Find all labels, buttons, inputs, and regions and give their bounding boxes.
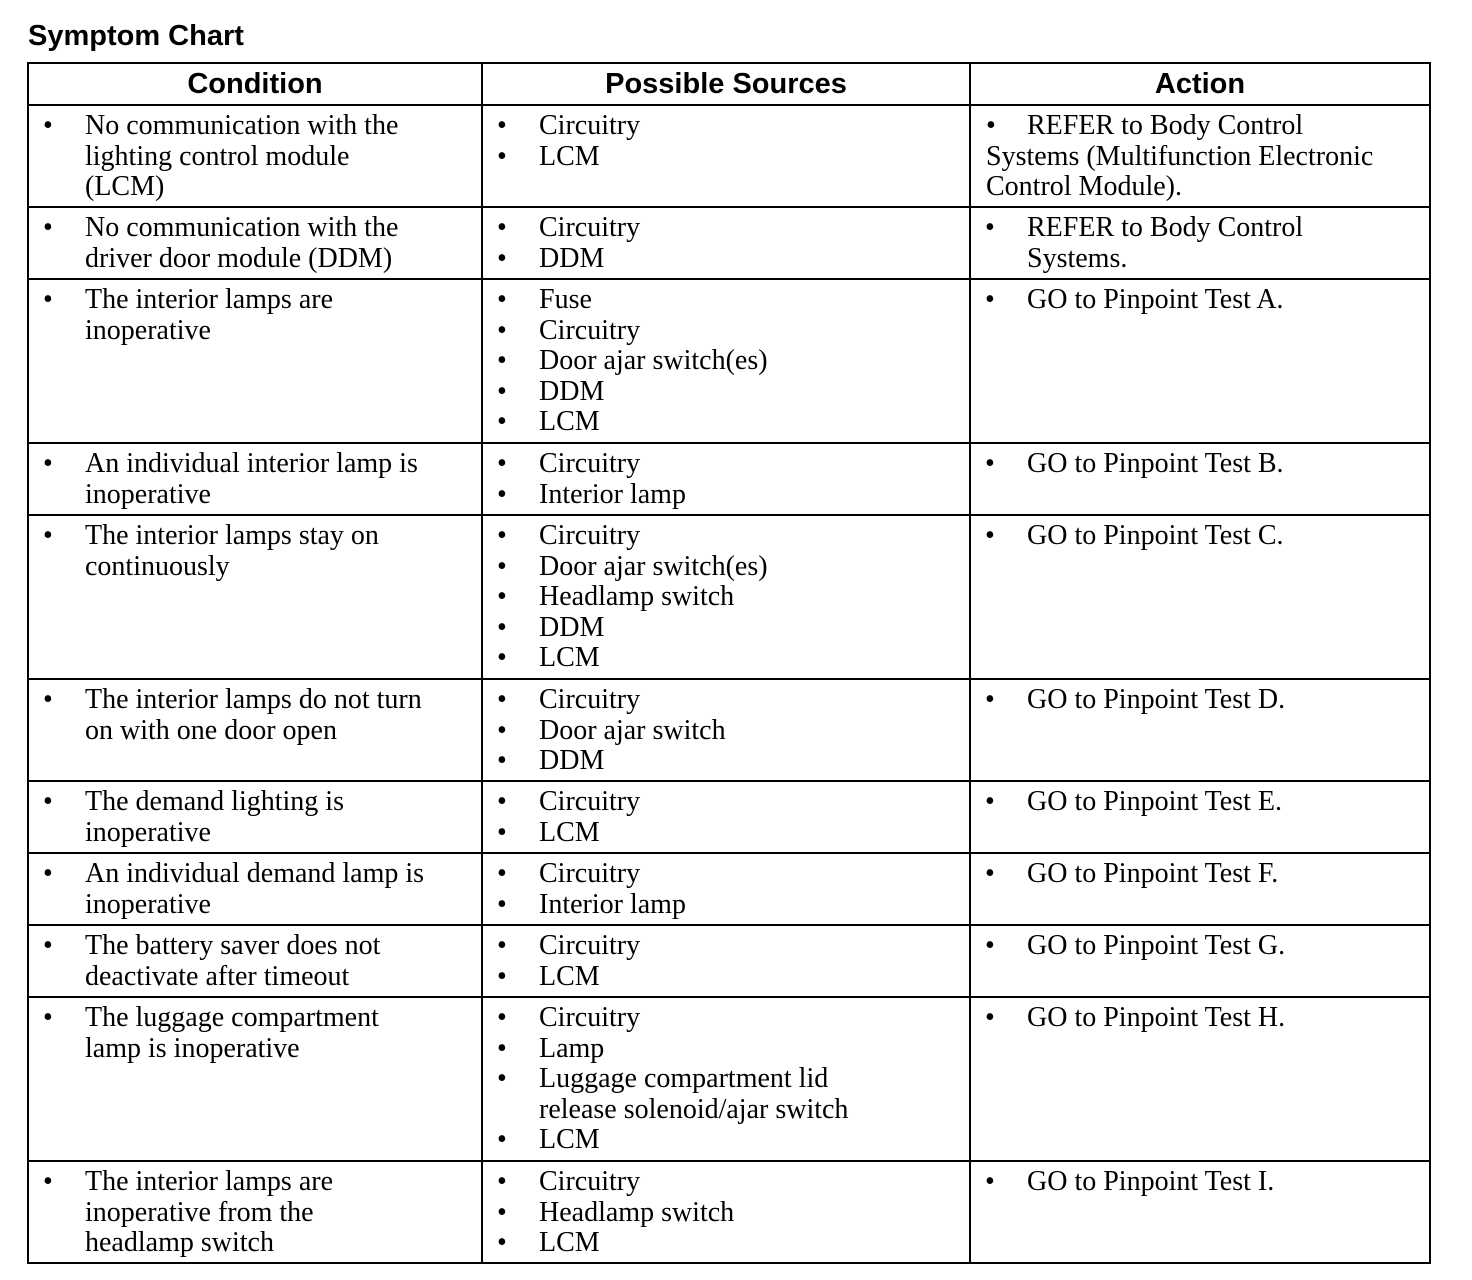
source-text: LCM	[539, 1124, 600, 1155]
action-line: REFER to Body Control	[1027, 110, 1304, 141]
source-item	[483, 142, 969, 173]
condition-text-line: The interior lamps stay on	[85, 520, 379, 551]
condition-text-line: inoperative	[85, 478, 211, 510]
source-item	[483, 890, 969, 921]
source-text: Circuitry	[539, 1166, 641, 1197]
action-text-line: GO to Pinpoint Test C.	[1027, 520, 1284, 551]
condition-text	[29, 449, 481, 510]
source-item	[483, 1064, 969, 1125]
sources-cell	[482, 781, 970, 853]
condition-text-line: An individual interior lamp is	[85, 448, 418, 479]
action-text	[971, 685, 1429, 716]
table-row	[28, 925, 1430, 997]
source-item	[483, 244, 969, 275]
condition-text-line: on with one door open	[85, 714, 337, 746]
action-cell	[970, 679, 1430, 781]
source-item	[483, 111, 969, 142]
source-item	[483, 931, 969, 962]
sources-cell	[482, 515, 970, 679]
source-item	[483, 1034, 969, 1065]
condition-cell	[28, 105, 482, 207]
condition-text	[29, 213, 481, 274]
source-text: Circuitry	[539, 1002, 641, 1033]
source-text: Luggage compartment lid	[539, 1063, 829, 1094]
condition-text-line: lamp is inoperative	[85, 1032, 300, 1064]
condition-cell	[28, 207, 482, 279]
sources-cell	[482, 1161, 970, 1263]
source-text: LCM	[539, 406, 600, 437]
source-text: Circuitry	[539, 212, 641, 243]
table-row	[28, 279, 1430, 443]
source-text: Circuitry	[539, 930, 641, 961]
column-header-action: Action	[970, 63, 1430, 105]
condition-text	[29, 931, 481, 992]
condition-text	[29, 285, 481, 346]
sources-cell	[482, 925, 970, 997]
source-item	[483, 407, 969, 438]
source-text: DDM	[539, 745, 605, 776]
sources-cell	[482, 853, 970, 925]
source-text: Door ajar switch(es)	[539, 345, 768, 376]
action-cell	[970, 105, 1430, 207]
action-cell	[970, 781, 1430, 853]
table-row	[28, 997, 1430, 1161]
table-row	[28, 443, 1430, 515]
condition-text-line: inoperative	[85, 888, 211, 920]
source-item	[483, 1167, 969, 1198]
table-row	[28, 105, 1430, 207]
source-item	[483, 818, 969, 849]
source-text: Interior lamp	[539, 478, 686, 510]
condition-cell	[28, 1161, 482, 1263]
source-item	[483, 1003, 969, 1034]
source-item	[483, 859, 969, 890]
condition-text	[29, 111, 481, 203]
action-text	[971, 449, 1429, 480]
condition-text-line: headlamp switch	[85, 1227, 274, 1258]
action-text	[971, 787, 1429, 818]
action-text	[971, 521, 1429, 552]
source-item	[483, 377, 969, 408]
condition-text-line: continuously	[85, 550, 230, 582]
action-line: Control Module).	[986, 171, 1182, 202]
table-row	[28, 853, 1430, 925]
sources-cell	[482, 679, 970, 781]
action-cell	[970, 207, 1430, 279]
header-row	[28, 63, 1430, 105]
condition-text-line: The battery saver does not	[85, 930, 381, 961]
source-text: Circuitry	[539, 448, 641, 479]
source-item	[483, 521, 969, 552]
table-row	[28, 1161, 1430, 1263]
source-text: Door ajar switch(es)	[539, 550, 768, 582]
action-cell	[970, 1161, 1430, 1263]
condition-text	[29, 787, 481, 848]
action-text	[971, 931, 1429, 962]
table-row	[28, 679, 1430, 781]
condition-text	[29, 1167, 481, 1259]
action-text-line: GO to Pinpoint Test G.	[1027, 930, 1286, 961]
source-text: Circuitry	[539, 684, 641, 715]
source-text: Interior lamp	[539, 888, 686, 920]
sources-cell	[482, 207, 970, 279]
action-text-line: GO to Pinpoint Test B.	[1027, 448, 1284, 479]
condition-text-line: The interior lamps are	[85, 284, 334, 315]
condition-cell	[28, 443, 482, 515]
source-item	[483, 613, 969, 644]
condition-text-line: The interior lamps do not turn	[85, 684, 422, 715]
action-text-line: GO to Pinpoint Test F.	[1027, 858, 1279, 889]
chart-title: Symptom Chart	[28, 20, 244, 52]
condition-text-line: (LCM)	[85, 171, 165, 202]
source-text: Headlamp switch	[539, 1196, 735, 1228]
table-body	[28, 105, 1430, 1263]
action-cell	[970, 515, 1430, 679]
source-item	[483, 480, 969, 511]
condition-text-line: No communication with the	[85, 110, 399, 141]
table-row	[28, 515, 1430, 679]
condition-text	[29, 1003, 481, 1064]
column-header-sources: Possible Sources	[482, 63, 970, 105]
source-text: Fuse	[539, 284, 592, 315]
source-text: Lamp	[539, 1032, 605, 1064]
source-text: LCM	[539, 1227, 600, 1258]
action-text-line: REFER to Body Control	[1027, 212, 1304, 243]
source-text: release solenoid/ajar switch	[539, 1093, 849, 1125]
source-text: DDM	[539, 242, 605, 274]
action-cell	[970, 443, 1430, 515]
source-text: Circuitry	[539, 858, 641, 889]
source-text: Circuitry	[539, 786, 641, 817]
condition-text-line: The interior lamps are	[85, 1166, 334, 1197]
condition-cell	[28, 997, 482, 1161]
action-cell	[970, 997, 1430, 1161]
action-text	[971, 1003, 1429, 1034]
table-row	[28, 207, 1430, 279]
condition-text-line: The demand lighting is	[85, 786, 344, 817]
action-text-line: Systems.	[1027, 242, 1128, 274]
source-item	[483, 1125, 969, 1156]
condition-cell	[28, 679, 482, 781]
source-text: DDM	[539, 375, 605, 407]
condition-text-line: An individual demand lamp is	[85, 858, 425, 889]
condition-text	[29, 685, 481, 746]
source-item	[483, 346, 969, 377]
condition-text-line: The luggage compartment	[85, 1002, 379, 1033]
action-text	[971, 111, 1429, 203]
action-text-line: GO to Pinpoint Test A.	[1027, 284, 1284, 315]
source-text: LCM	[539, 960, 600, 992]
source-text: Door ajar switch	[539, 714, 726, 746]
source-item	[483, 1228, 969, 1259]
source-text: LCM	[539, 140, 600, 172]
column-header-condition: Condition	[28, 63, 482, 105]
action-text	[971, 213, 1429, 274]
source-item	[483, 449, 969, 480]
action-cell	[970, 853, 1430, 925]
source-item	[483, 685, 969, 716]
condition-text-line: deactivate after timeout	[85, 960, 350, 992]
condition-cell	[28, 781, 482, 853]
source-item	[483, 787, 969, 818]
condition-text-line: lighting control module	[85, 140, 350, 172]
condition-text-line: inoperative	[85, 314, 211, 346]
sources-cell	[482, 279, 970, 443]
condition-cell	[28, 853, 482, 925]
sources-cell	[482, 105, 970, 207]
sources-cell	[482, 997, 970, 1161]
source-item	[483, 213, 969, 244]
source-item	[483, 962, 969, 993]
source-text: Headlamp switch	[539, 581, 735, 612]
condition-text-line: driver door module (DDM)	[85, 242, 393, 274]
condition-text-line: inoperative from the	[85, 1196, 314, 1228]
condition-cell	[28, 279, 482, 443]
source-item	[483, 552, 969, 583]
source-item	[483, 582, 969, 613]
action-text-line: GO to Pinpoint Test I.	[1027, 1166, 1275, 1197]
condition-cell	[28, 515, 482, 679]
source-item	[483, 643, 969, 674]
condition-cell	[28, 925, 482, 997]
source-item	[483, 1198, 969, 1229]
condition-text-line: inoperative	[85, 816, 211, 848]
bullet-icon: •	[986, 110, 996, 141]
action-text	[971, 859, 1429, 890]
source-text: Circuitry	[539, 314, 641, 346]
action-text-line: GO to Pinpoint Test E.	[1027, 786, 1282, 817]
action-text-line: GO to Pinpoint Test H.	[1027, 1002, 1286, 1033]
action-text	[971, 1167, 1429, 1198]
sources-cell	[482, 443, 970, 515]
source-item	[483, 285, 969, 316]
action-text-line: GO to Pinpoint Test D.	[1027, 684, 1286, 715]
source-text: LCM	[539, 642, 600, 673]
action-line: Systems (Multifunction Electronic	[986, 140, 1374, 172]
source-item	[483, 316, 969, 347]
source-text: LCM	[539, 816, 600, 848]
action-cell	[970, 925, 1430, 997]
source-item	[483, 746, 969, 777]
condition-text-line: No communication with the	[85, 212, 399, 243]
source-text: Circuitry	[539, 520, 641, 551]
source-item	[483, 716, 969, 747]
symptom-table	[27, 62, 1431, 1264]
action-cell	[970, 279, 1430, 443]
condition-text	[29, 859, 481, 920]
action-text	[971, 285, 1429, 316]
table-row	[28, 781, 1430, 853]
source-text: Circuitry	[539, 110, 641, 141]
condition-text	[29, 521, 481, 582]
source-text: DDM	[539, 611, 605, 643]
